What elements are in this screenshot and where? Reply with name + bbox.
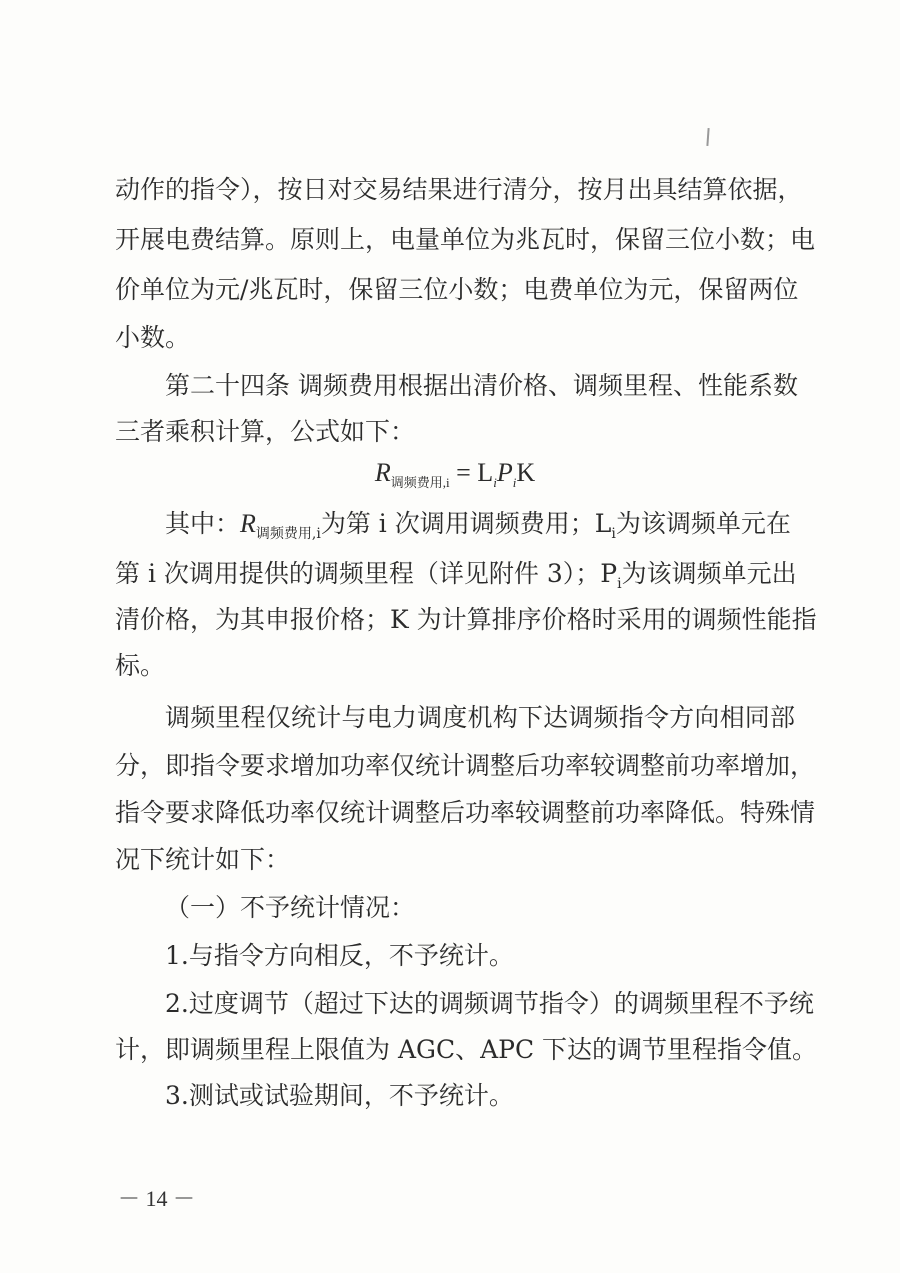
text-line: 指令要求降低功率仅统计调整后功率较调整前功率降低。特殊情 [115,798,816,827]
formula: $R_{调频费用,i} = L_iP_iK$ [374,458,536,491]
where-line-4: 标。 [115,651,166,680]
where-line-2: 第 i 次调用提供的调频里程（详见附件 3）；$P_i$为该调频单元出 [115,559,797,592]
list-item-continued: 计，即调频里程上限值为 AGC、APC 下达的调节里程指令值。 [115,1035,818,1064]
text-line: 三者乘积计算，公式如下： [115,417,416,446]
where-line-1: 其中：$R_{调频费用,i}$为第 i 次调用调频费用；$L_i$为该调频单元在 [165,509,791,542]
text-line: 分，即指令要求增加功率仅统计调整后功率较调整前功率增加， [115,751,816,780]
text-line: 价单位为元/兆瓦时，保留三位小数；电费单位为元，保留两位 [115,275,799,304]
article-heading-line: 第二十四条 调频费用根据出清价格、调频里程、性能系数 [165,371,798,400]
text-line: 小数。 [115,323,191,352]
page-number: － 14 － [118,1186,196,1211]
list-item: 2.过度调节（超过下达的调频调节指令）的调频里程不予统 [165,989,814,1018]
subsection-heading: （一）不予统计情况： [165,893,416,922]
text-line: 况下统计如下： [115,845,291,874]
list-item: 3.测试或试验期间，不予统计。 [165,1081,514,1110]
text-line: 调频里程仅统计与电力调度机构下达调频指令方向相同部 [165,703,795,732]
text-line: 开展电费结算。原则上，电量单位为兆瓦时，保留三位小数；电 [115,225,816,254]
where-line-3: 清价格，为其申报价格；K 为计算排序价格时采用的调频性能指 [115,605,817,634]
scan-mark [706,128,709,146]
list-item: 1.与指令方向相反，不予统计。 [165,941,514,970]
text-line: 动作的指令），按日对交易结果进行清分，按月出具结算依据， [115,175,803,204]
